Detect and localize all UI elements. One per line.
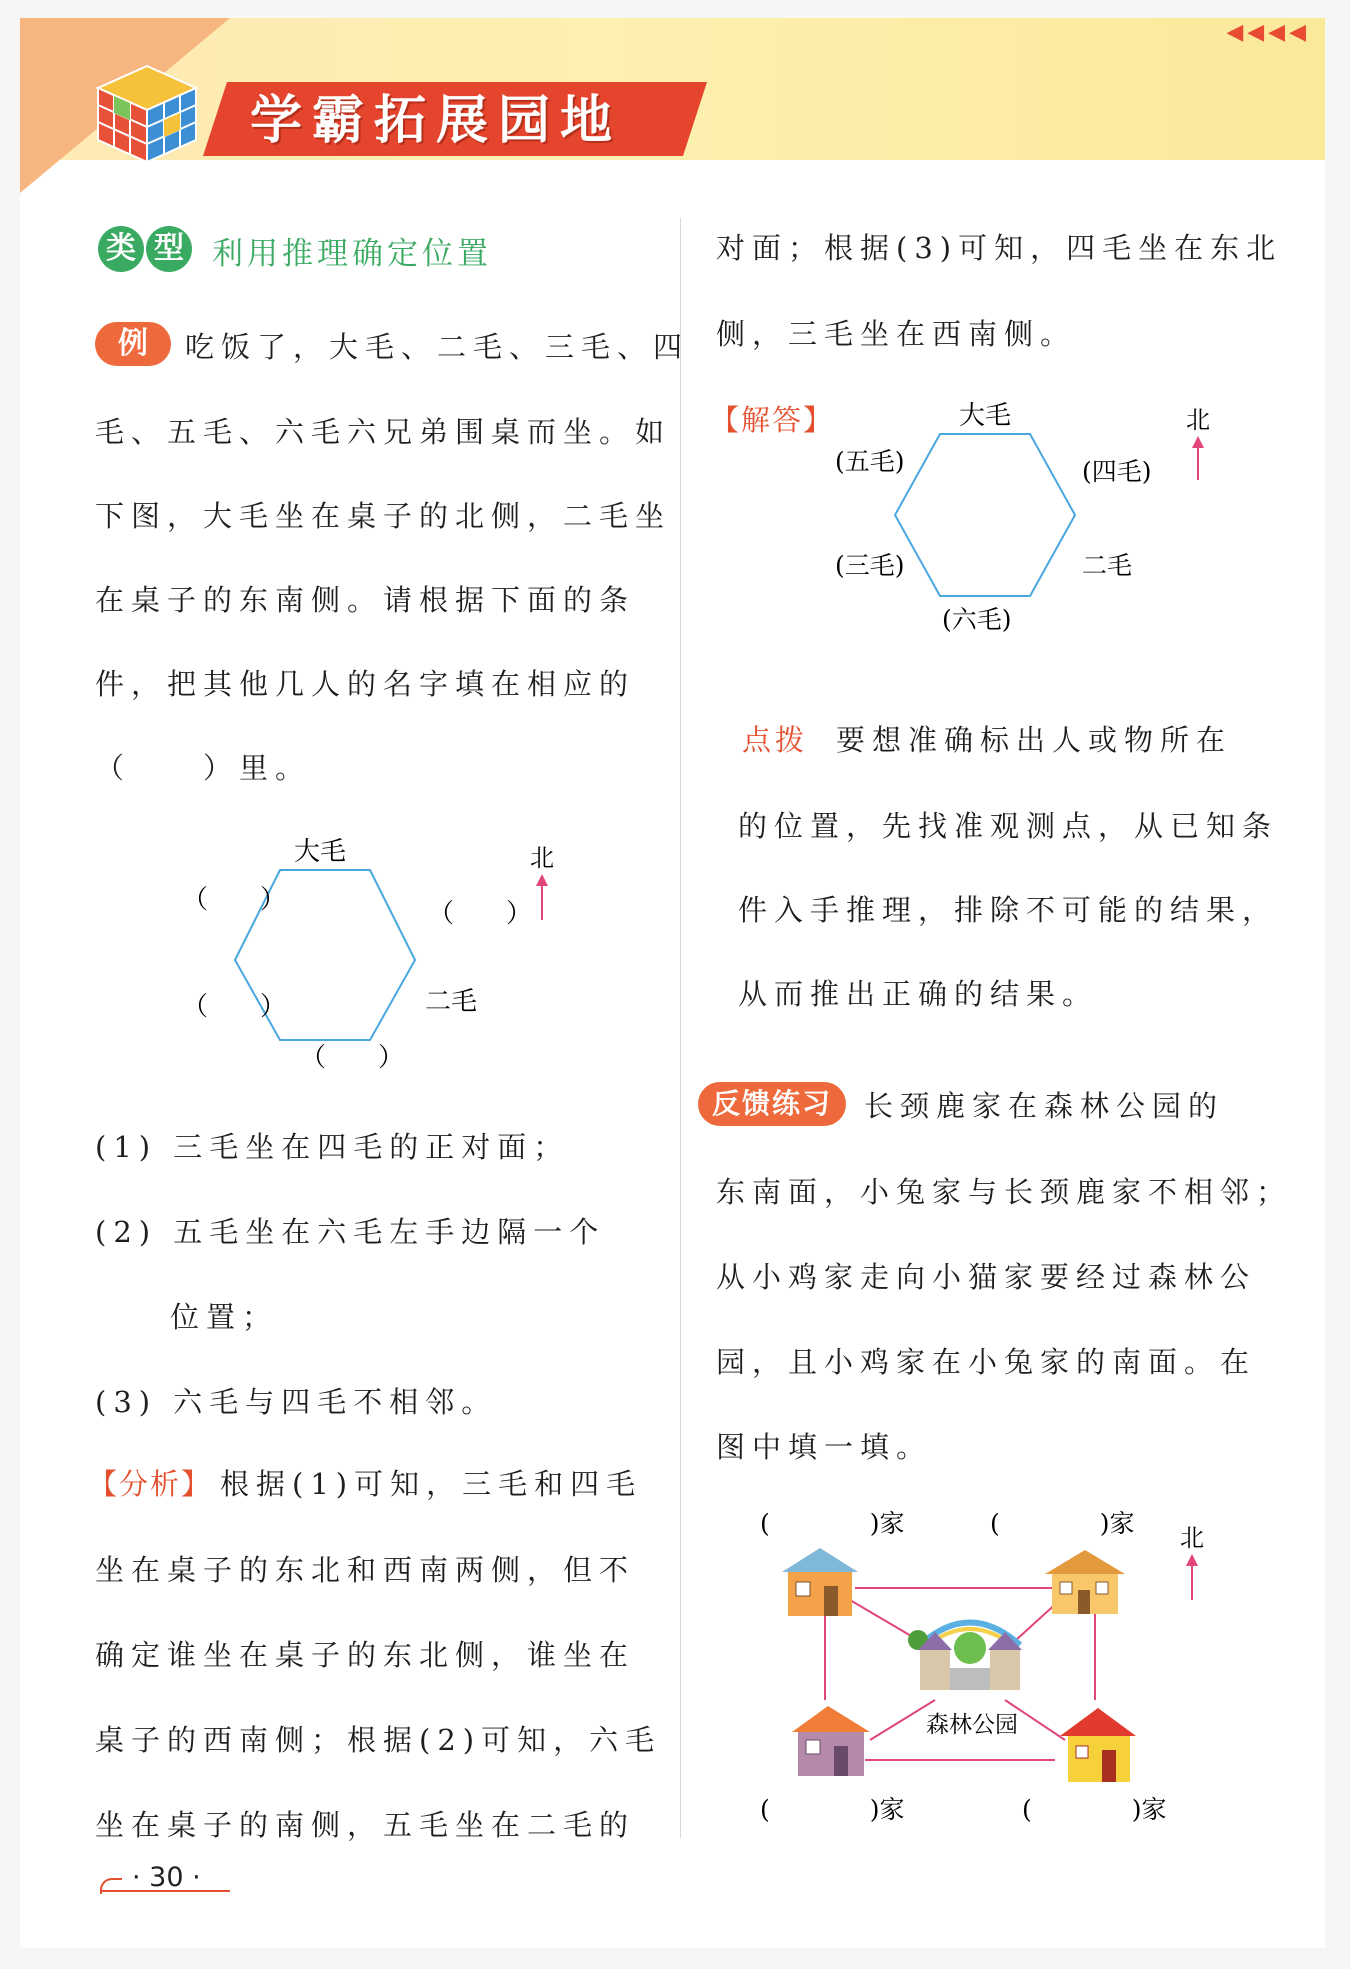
blank-house-bottom-right: ( )家 — [1022, 1795, 1167, 1824]
feedback-line-4: 园，且小鸡家在小兔家的南面。在 — [716, 1345, 1257, 1379]
answer-top: 大毛 — [958, 401, 1012, 431]
answer-north-label: 北 — [1186, 406, 1210, 434]
page-title: 学霸拓展园地 — [250, 91, 623, 151]
feedback-line-1: 长颈鹿家在森林公园的 — [864, 1089, 1225, 1123]
analysis-line-5: 坐在桌子的南侧，五毛坐在二毛的 — [95, 1808, 636, 1842]
example-line-5: 件，把其他几人的名字填在相应的 — [95, 667, 636, 701]
tip-label: 点拨 — [742, 723, 809, 757]
example-line-6: （ ）里。 — [95, 751, 312, 785]
banner-arrows-icon: ◀◀◀◀ — [1226, 20, 1310, 45]
seating-diagram — [170, 830, 570, 1090]
answer-diagram — [830, 390, 1220, 650]
forest-park-icon — [908, 1623, 1022, 1691]
blank-upper-left: （ ） — [182, 885, 287, 915]
label-top: 大毛 — [293, 837, 347, 867]
analysis-cont-line-1: 对面；根据(3)可知，四毛坐在东北 — [716, 231, 1283, 265]
answer-north-arrow-icon — [1192, 436, 1204, 480]
column-divider — [680, 218, 681, 1838]
example-line-1: 吃饭了，大毛、二毛、三毛、四 — [185, 330, 690, 364]
tip-line-2: 的位置，先找准观测点，从已知条 — [738, 809, 1279, 843]
house-bottom-left-icon — [792, 1706, 870, 1776]
house-bottom-right-icon — [1060, 1708, 1136, 1782]
feedback-badge: 反馈练习 — [698, 1082, 846, 1126]
label-lower-right: 二毛 — [425, 987, 478, 1017]
example-badge: 例 — [95, 322, 171, 366]
analysis-line-1: 根据(1)可知，三毛和四毛 — [220, 1467, 643, 1501]
blank-house-bottom-left: ( )家 — [760, 1795, 905, 1824]
analysis-line-4: 桌子的西南侧；根据(2)可知，六毛 — [95, 1723, 662, 1757]
answer-lower-left: (三毛) — [835, 551, 905, 580]
blank-bottom: （ ） — [300, 1043, 405, 1073]
tip-line-1: 要想准确标出人或物所在 — [836, 723, 1233, 757]
analysis-cont-line-2: 侧，三毛坐在西南侧。 — [716, 317, 1077, 351]
map-north-arrow-icon — [1186, 1554, 1198, 1600]
condition-3: (3) 六毛与四毛不相邻。 — [95, 1385, 498, 1419]
feedback-line-2: 东南面，小兔家与长颈鹿家不相邻； — [716, 1175, 1293, 1209]
analysis-line-2: 坐在桌子的东北和西南两侧，但不 — [95, 1553, 636, 1587]
page-number: · 30 · — [132, 1862, 201, 1893]
analysis-label: 【分析】 — [88, 1467, 213, 1501]
type-badge — [98, 226, 194, 272]
tip-line-3: 件入手推理，排除不可能的结果， — [738, 893, 1279, 927]
answer-hexagon — [895, 434, 1075, 596]
rubiks-cube-icon — [92, 62, 202, 166]
type-badge-char-1: 类 — [98, 226, 144, 272]
condition-1: (1) 三毛坐在四毛的正对面； — [95, 1130, 570, 1164]
map-north-label: 北 — [1180, 1524, 1204, 1552]
type-title: 利用推理确定位置 — [212, 236, 492, 272]
type-badge-char-2: 型 — [146, 226, 192, 272]
feedback-line-5: 图中填一填。 — [716, 1430, 933, 1464]
tip-line-4: 从而推出正确的结果。 — [738, 977, 1099, 1011]
feedback-line-3: 从小鸡家走向小猫家要经过森林公 — [716, 1260, 1257, 1294]
answer-label: 【解答】 — [710, 403, 835, 437]
map-diagram — [740, 1500, 1230, 1830]
park-label: 森林公园 — [926, 1712, 1018, 1738]
answer-upper-right: (四毛) — [1082, 457, 1152, 486]
north-label: 北 — [530, 844, 554, 872]
analysis-line-3: 确定谁坐在桌子的东北侧，谁坐在 — [95, 1638, 636, 1672]
blank-upper-right: （ ） — [428, 899, 533, 929]
example-line-2: 毛、五毛、六毛六兄弟围桌而坐。如 — [95, 415, 672, 449]
answer-lower-right: 二毛 — [1082, 551, 1133, 580]
condition-2: (2) 五毛坐在六毛左手边隔一个 — [95, 1215, 606, 1249]
blank-house-top-left: ( )家 — [760, 1509, 905, 1538]
blank-house-top-right: ( )家 — [990, 1509, 1135, 1538]
condition-2-cont: 位置； — [170, 1300, 279, 1334]
house-top-left-icon — [782, 1548, 858, 1616]
example-line-4: 在桌子的东南侧。请根据下面的条 — [95, 583, 636, 617]
answer-upper-left: (五毛) — [835, 447, 905, 476]
north-arrow-icon — [536, 874, 548, 920]
example-line-3: 下图，大毛坐在桌子的北侧，二毛坐 — [95, 499, 672, 533]
answer-bottom: (六毛) — [942, 605, 1012, 634]
blank-lower-left: （ ） — [182, 992, 287, 1022]
house-top-right-icon — [1045, 1550, 1125, 1614]
